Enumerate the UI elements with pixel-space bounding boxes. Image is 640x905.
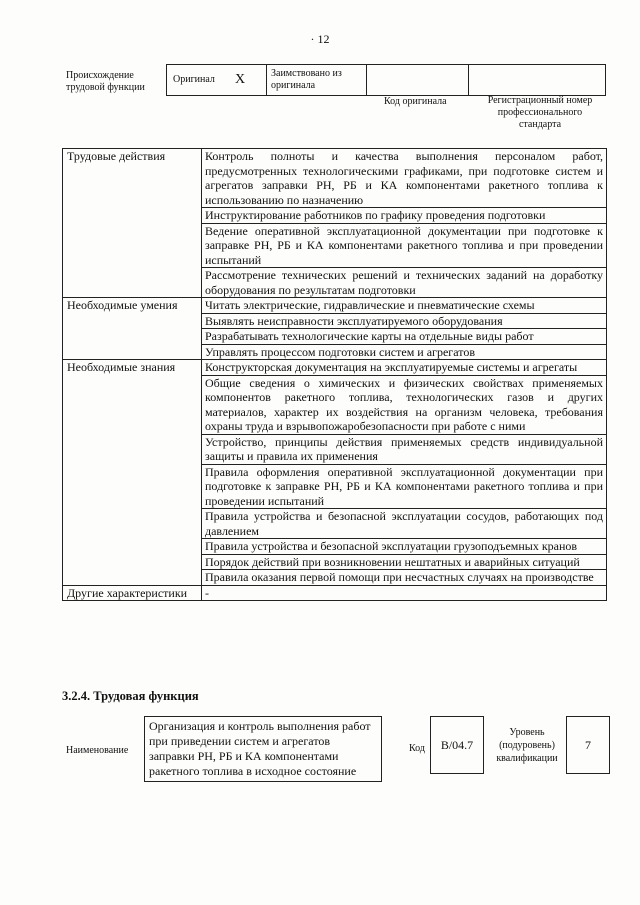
table-row [63,298,607,314]
function-code: B/04.7 [430,716,484,774]
other-label: Другие характеристики [63,585,202,601]
original-cell [167,65,267,95]
skill-item: Выявлять неисправности эксплуатируемого оборудования [202,313,607,329]
labor-actions-label: Трудовые действия [63,149,202,298]
knowledge-item: Общие сведения о химических и физических свойствах применяемых компонентов ракетного топлива, технологических газов и других материалов, характер их воздействия на организм человека, требования охраны труда и взрывопожаробезопасности при работе с ними [202,375,607,434]
function-name: Организация и контроль выполнения работ при приведении систем и агрегатов заправки РН, РБ и КА компонентами ракетного топлива в исходное состояние [144,716,382,782]
level-label: Уровень (подуровень) квалификации [496,727,558,764]
function-details-table [62,148,607,601]
labor-action-item: Рассмотрение технических решений и технических заданий на доработку оборудования по результатам подготовки [202,268,607,298]
knowledge-item: Правила устройства и безопасной эксплуатации сосудов, работающих под давлением [202,509,607,539]
original-mark: X [235,72,246,87]
table-row [63,149,607,208]
knowledge-item: Правила оказания первой помощи при несчастных случаях на производстве [202,570,607,586]
knowledge-item: Правила оформления оперативной эксплуатационной документации при подготовке к заправке РН, РБ и КА компонентами ракетного топлива и при проведении испытаний [202,464,607,509]
code-label: Код [409,743,425,754]
origin-table [166,64,606,96]
name-label: Наименование [66,745,129,756]
reg-number-cell [469,65,605,95]
knowledge-label: Необходимые знания [63,360,202,586]
page-number: · 12 [310,32,330,46]
original-label: Оригинал [173,74,215,85]
section-title: 3.2.4. Трудовая функция [62,689,199,703]
labor-action-item: Инструктирование работников по графику проведения подготовки [202,208,607,224]
knowledge-item: Порядок действий при возникновении нештатных и аварийных ситуаций [202,554,607,570]
origin-label: Происхождение трудовой функции [66,70,145,93]
table-row [63,585,607,601]
labor-function-row [66,716,611,806]
skill-item: Управлять процессом подготовки систем и агрегатов [202,344,607,360]
other-value: - [202,585,607,601]
reg-caption: Регистрационный номер профессионального стандарта [487,95,593,130]
labor-action-item: Ведение оперативной эксплуатационной документации при подготовке к заправке РН, РБ и КА компонентами ракетного топлива и при проведении испытаний [202,223,607,268]
skill-item: Читать электрические, гидравлические и пневматические схемы [202,298,607,314]
skills-label: Необходимые умения [63,298,202,360]
borrowed-label: Заимствовано из оригинала [267,65,367,95]
knowledge-item: Правила устройства и безопасной эксплуатации грузоподъемных кранов [202,539,607,555]
table-row [63,360,607,376]
qualification-level: 7 [566,716,610,774]
knowledge-item: Конструкторская документация на эксплуатируемые системы и агрегаты [202,360,607,376]
code-caption: Код оригинала [384,96,447,107]
labor-action-item: Контроль полноты и качества выполнения персоналом работ, предусмотренных технологическими графиками, при подготовке систем и агрегатов заправки РН, РБ и КА компонентами ракетного топлива к использованию по назначению [202,149,607,208]
skill-item: Разрабатывать технологические карты на отдельные виды работ [202,329,607,345]
knowledge-item: Устройство, принципы действия применяемых средств индивидуальной защиты и правила их применения [202,434,607,464]
original-code-cell [367,65,469,95]
